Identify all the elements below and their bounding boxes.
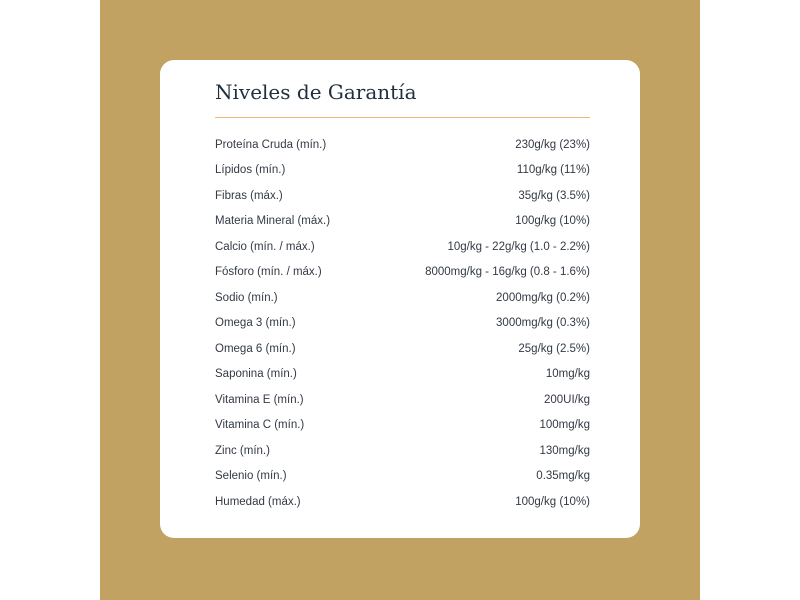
nutrient-value: 100g/kg (10%) xyxy=(515,495,590,508)
nutrient-label: Lípidos (mín.) xyxy=(215,164,286,177)
nutrient-label: Proteína Cruda (mín.) xyxy=(215,138,327,151)
table-row xyxy=(215,438,590,464)
nutrient-label: Vitamina C (mín.) xyxy=(215,419,305,432)
nutrient-value: 8000mg/kg - 16g/kg (0.8 - 1.6%) xyxy=(425,266,590,279)
table-row xyxy=(215,260,590,286)
nutrient-label: Vitamina E (mín.) xyxy=(215,393,304,406)
nutrient-value: 10mg/kg xyxy=(545,368,590,381)
nutrient-label: Calcio (mín. / máx.) xyxy=(215,240,315,253)
table-row xyxy=(215,183,590,209)
nutrient-value: 25g/kg (2.5%) xyxy=(518,342,590,355)
nutrient-value: 200UI/kg xyxy=(543,393,590,406)
nutrient-table xyxy=(215,132,590,515)
nutrient-value: 100mg/kg xyxy=(539,419,590,432)
nutrient-value: 230g/kg (23%) xyxy=(515,138,590,151)
nutrient-label: Fibras (máx.) xyxy=(215,189,283,202)
table-row xyxy=(215,158,590,184)
guarantee-card xyxy=(160,60,640,538)
nutrient-label: Omega 6 (mín.) xyxy=(215,342,296,355)
nutrient-value: 130mg/kg xyxy=(539,444,590,457)
table-row xyxy=(215,336,590,362)
table-row xyxy=(215,413,590,439)
table-row xyxy=(215,311,590,337)
nutrient-label: Zinc (mín.) xyxy=(215,444,270,457)
nutrient-label: Sodio (mín.) xyxy=(215,291,278,304)
nutrient-label: Saponina (mín.) xyxy=(215,368,297,381)
card-title: Niveles de Garantía xyxy=(215,80,417,104)
table-row xyxy=(215,362,590,388)
nutrient-value: 35g/kg (3.5%) xyxy=(518,189,590,202)
nutrient-label: Humedad (máx.) xyxy=(215,495,301,508)
table-row xyxy=(215,234,590,260)
nutrient-label: Materia Mineral (máx.) xyxy=(215,215,331,228)
nutrient-value: 10g/kg - 22g/kg (1.0 - 2.2%) xyxy=(447,240,590,253)
nutrient-label: Fósforo (mín. / máx.) xyxy=(215,266,322,279)
nutrient-value: 110g/kg (11%) xyxy=(516,164,590,177)
nutrient-value: 2000mg/kg (0.2%) xyxy=(496,291,590,304)
nutrient-value: 3000mg/kg (0.3%) xyxy=(496,317,590,330)
nutrient-value: 0.35mg/kg xyxy=(536,470,590,483)
nutrient-label: Selenio (mín.) xyxy=(215,470,287,483)
table-row xyxy=(215,132,590,158)
table-row xyxy=(215,464,590,490)
table-row xyxy=(215,209,590,235)
table-row xyxy=(215,387,590,413)
table-row xyxy=(215,489,590,515)
nutrient-value: 100g/kg (10%) xyxy=(515,215,590,228)
nutrient-label: Omega 3 (mín.) xyxy=(215,317,296,330)
title-divider xyxy=(215,117,590,118)
table-row xyxy=(215,285,590,311)
